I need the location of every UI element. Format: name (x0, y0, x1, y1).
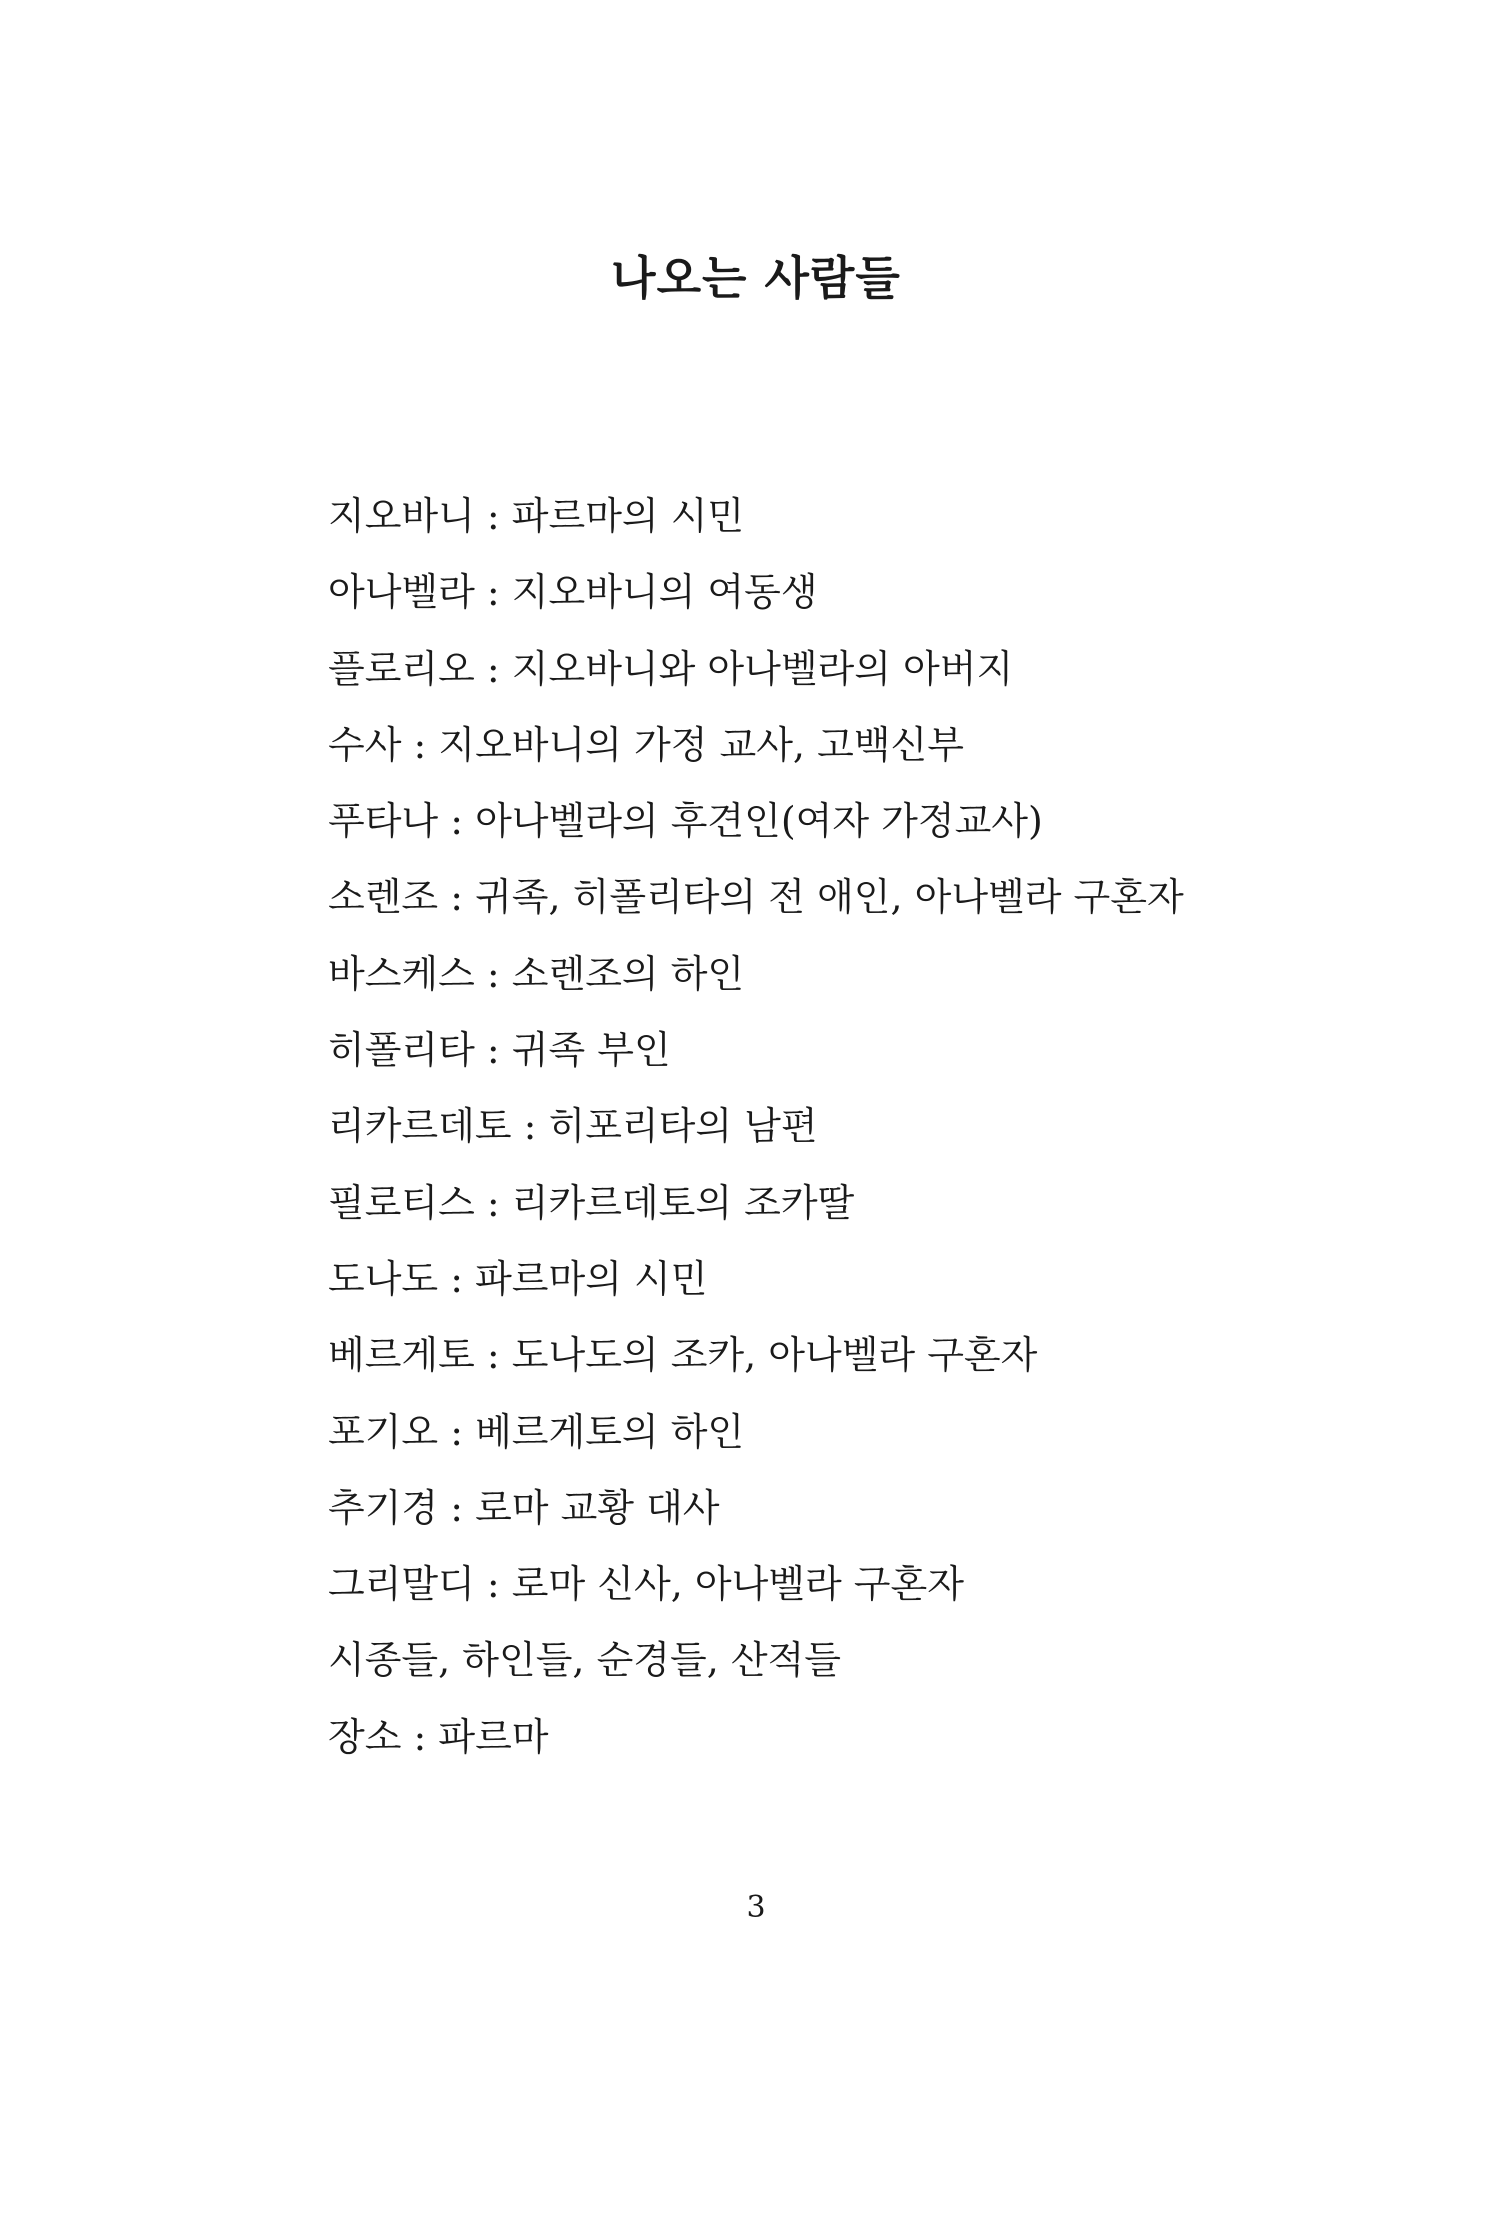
cast-item-vasques: 바스케스 : 소렌조의 하인 (328, 951, 745, 996)
cast-item-giovanni: 지오바니 : 파르마의 시민 (328, 494, 745, 538)
cast-item-philotis: 필로티스 : 리카르데토의 조카딸 (328, 1180, 855, 1225)
cast-item-cardinal: 추기경 : 로마 교황 대사 (328, 1485, 720, 1530)
page-title: 나오는 사람들 (611, 251, 901, 305)
cast-item-putana: 푸타나 : 아나벨라의 후견인(여자 가정교사) (328, 799, 1043, 844)
cast-item-florio: 플로리오 : 지오바니와 아나벨라의 아버지 (328, 646, 1014, 691)
cast-item-richardetto: 리카르데토 : 히포리타의 남편 (328, 1104, 818, 1149)
cast-item-friar: 수사 : 지오바니의 가정 교사, 고백신부 (328, 722, 964, 767)
cast-item-setting: 장소 : 파르마 (328, 1714, 549, 1759)
cast-item-bergetto: 베르게토 : 도나도의 조카, 아나벨라 구혼자 (328, 1333, 1038, 1378)
cast-item-hippolita: 히폴리타 : 귀족 부인 (328, 1028, 671, 1073)
page-number: 3 (746, 1890, 766, 1925)
cast-list (328, 478, 1184, 1775)
cast-item-soranzo: 소렌조 : 귀족, 히폴리타의 전 애인, 아나벨라 구혼자 (328, 875, 1184, 920)
cast-item-poggio: 포기오 : 베르게토의 하인 (328, 1409, 745, 1454)
cast-item-grimaldi: 그리말디 : 로마 신사, 아나벨라 구혼자 (328, 1562, 964, 1607)
cast-item-attendants: 시종들, 하인들, 순경들, 산적들 (328, 1638, 841, 1683)
cast-item-donado: 도나도 : 파르마의 시민 (328, 1256, 708, 1301)
cast-item-annabella: 아나벨라 : 지오바니의 여동생 (328, 570, 818, 615)
